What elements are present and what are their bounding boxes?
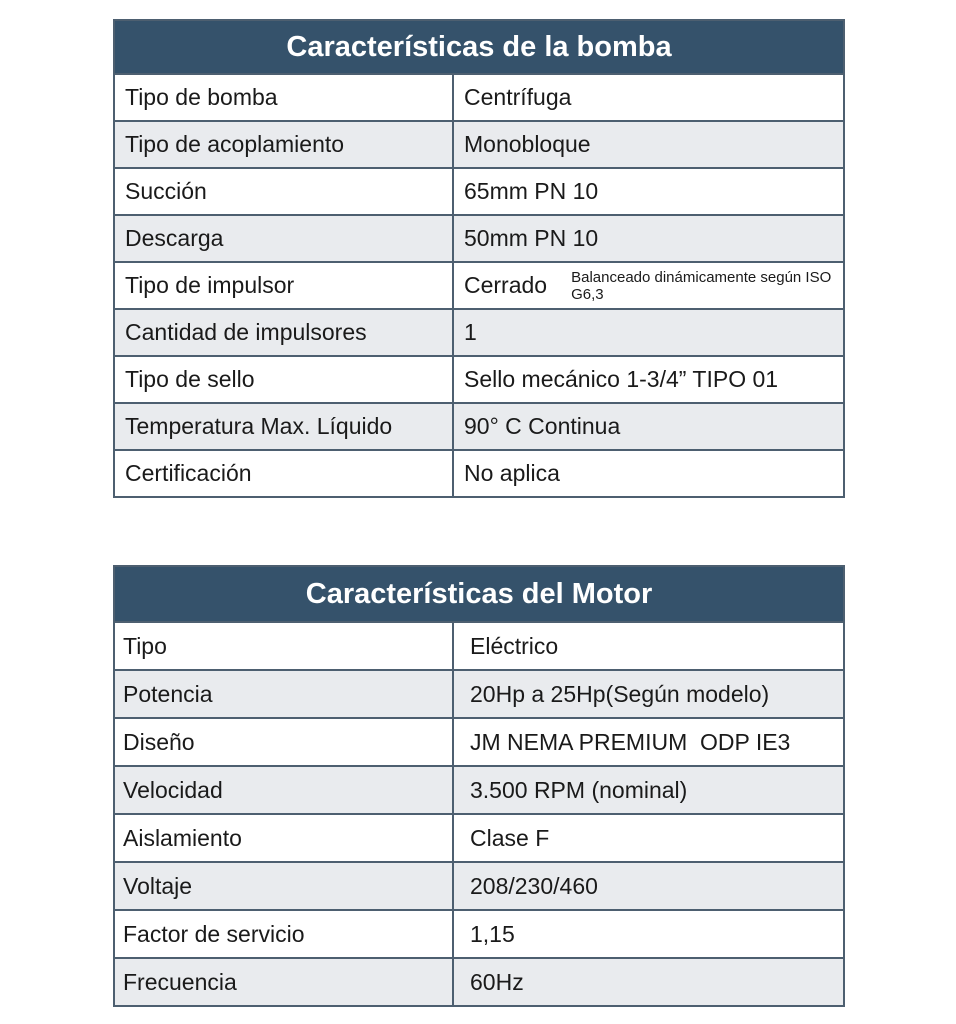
row-label: Certificación	[114, 450, 453, 497]
table-row	[114, 168, 844, 215]
table-row	[114, 403, 844, 450]
table-row	[114, 814, 844, 862]
row-value: 20Hp a 25Hp(Según modelo)	[453, 670, 844, 718]
row-label: Temperatura Max. Líquido	[114, 403, 453, 450]
row-value: 3.500 RPM (nominal)	[453, 766, 844, 814]
row-value: Sello mecánico 1-3/4” TIPO 01	[453, 356, 844, 403]
table-row	[114, 74, 844, 121]
row-value: Monobloque	[453, 121, 844, 168]
row-value: 65mm PN 10	[453, 168, 844, 215]
table-row	[114, 958, 844, 1006]
row-value: 208/230/460	[453, 862, 844, 910]
pump-table-title: Características de la bomba	[114, 20, 844, 74]
table-row	[114, 622, 844, 670]
row-value: Centrífuga	[453, 74, 844, 121]
row-label: Succión	[114, 168, 453, 215]
motor-table-title: Características del Motor	[114, 566, 844, 622]
impeller-type-value: Cerrado	[464, 272, 548, 298]
row-label: Voltaje	[114, 862, 453, 910]
row-label: Factor de servicio	[114, 910, 453, 958]
row-value: 1	[453, 309, 844, 356]
row-label: Diseño	[114, 718, 453, 766]
row-value: No aplica	[453, 450, 844, 497]
row-value: Clase F	[453, 814, 844, 862]
table-row	[114, 862, 844, 910]
table-row	[114, 718, 844, 766]
row-value: 1,15	[453, 910, 844, 958]
row-value: Eléctrico	[453, 622, 844, 670]
row-value: 50mm PN 10	[453, 215, 844, 262]
row-label: Potencia	[114, 670, 453, 718]
row-value: 60Hz	[453, 958, 844, 1006]
table-row	[114, 121, 844, 168]
pump-characteristics-table	[113, 19, 845, 498]
row-label: Tipo de acoplamiento	[114, 121, 453, 168]
row-value	[453, 262, 844, 309]
row-label: Tipo de sello	[114, 356, 453, 403]
row-label: Velocidad	[114, 766, 453, 814]
table-row	[114, 910, 844, 958]
table-row	[114, 262, 844, 309]
table-row	[114, 670, 844, 718]
row-value: 90° C Continua	[453, 403, 844, 450]
row-label: Aislamiento	[114, 814, 453, 862]
table-row	[114, 215, 844, 262]
row-label: Descarga	[114, 215, 453, 262]
row-label: Tipo de bomba	[114, 74, 453, 121]
row-label: Tipo	[114, 622, 453, 670]
table-row	[114, 356, 844, 403]
table-row	[114, 450, 844, 497]
row-label: Tipo de impulsor	[114, 262, 453, 309]
row-value: JM NEMA PREMIUM ODP IE3	[453, 718, 844, 766]
row-label: Cantidad de impulsores	[114, 309, 453, 356]
impeller-balance-note: Balanceado dinámicamente según ISO G6,3	[571, 268, 832, 303]
table-row	[114, 309, 844, 356]
row-label: Frecuencia	[114, 958, 453, 1006]
motor-characteristics-table	[113, 565, 845, 1007]
table-row	[114, 766, 844, 814]
